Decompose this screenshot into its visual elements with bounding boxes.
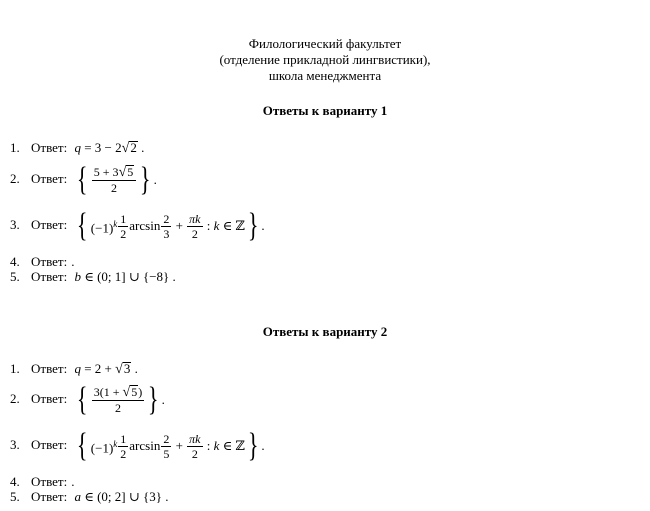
answer-expression: { $\frac{5 + 3√5}{2}$ } .: [77, 161, 157, 198]
answer-label: Ответ:: [31, 361, 68, 376]
item-number: 1.: [10, 140, 20, 155]
variant1-answer-1: [10, 141, 144, 156]
variant2-answer-1: [10, 362, 138, 377]
item-number: 3.: [10, 216, 20, 232]
variant2-title: Ответы к варианту 2: [262, 324, 388, 339]
answer-label: Ответ:: [31, 390, 68, 406]
variant2-answer-4: 4. Ответ: .: [10, 474, 75, 489]
answer-label: Ответ:: [31, 489, 68, 504]
faculty-title: Филологический факультет: [248, 36, 402, 51]
answer-expression: a ∈ (0; 2] ∪ {3} .: [74, 489, 169, 504]
school-subtitle: школа менеджмента: [268, 68, 382, 83]
answer-label: Ответ:: [31, 474, 68, 489]
item-number: 5.: [10, 489, 20, 504]
item-number: 3.: [10, 436, 20, 452]
answer-expression: b ∈ (0; 1] ∪ {−8} .: [74, 269, 176, 284]
item-number: 5.: [10, 269, 20, 284]
answer-label: Ответ:: [31, 254, 68, 269]
answer-expression: { $\frac{3(1 + √5)}{2}$ } .: [77, 381, 165, 418]
variant1-title: Ответы к варианту 1: [262, 103, 388, 118]
answer-expression: q = 2 + √3 .: [74, 361, 138, 377]
answer-label: Ответ:: [31, 216, 68, 232]
answer-expression: q = 3 − 2√2 .: [74, 140, 145, 156]
answer-expression: { $(-1)^k$ $\frac{1}{2}$ arcsin $\frac{2}{5}$ + $\frac{\pi k}{2}$ : k ∈ ℤ } .: [77, 427, 265, 464]
answer-expression: { $(-1)^k$ $\frac{1}{2}$ arcsin $\frac{2}{3}$ + $\frac{\pi k}{2}$ : k ∈ ℤ } .: [77, 207, 265, 244]
item-number: 1.: [10, 361, 20, 376]
variant1-answer-2: [10, 161, 157, 198]
item-number: 4.: [10, 474, 20, 489]
item-number: 2.: [10, 170, 20, 186]
answer-label: Ответ:: [31, 436, 68, 452]
item-number: 4.: [10, 254, 20, 269]
variant2-answer-2: [10, 381, 165, 418]
item-number: 2.: [10, 390, 20, 406]
answer-label: Ответ:: [31, 170, 68, 186]
answer-label: Ответ:: [31, 140, 68, 155]
variant2-answer-3: [10, 427, 265, 464]
department-subtitle: (отделение прикладной лингвистики),: [219, 52, 431, 67]
variant1-answer-5: [10, 270, 176, 284]
variant1-answer-4: 4. Ответ: .: [10, 254, 75, 269]
variant2-answer-5: [10, 490, 168, 504]
variant1-answer-3: [10, 207, 265, 244]
answer-label: Ответ:: [31, 269, 68, 284]
